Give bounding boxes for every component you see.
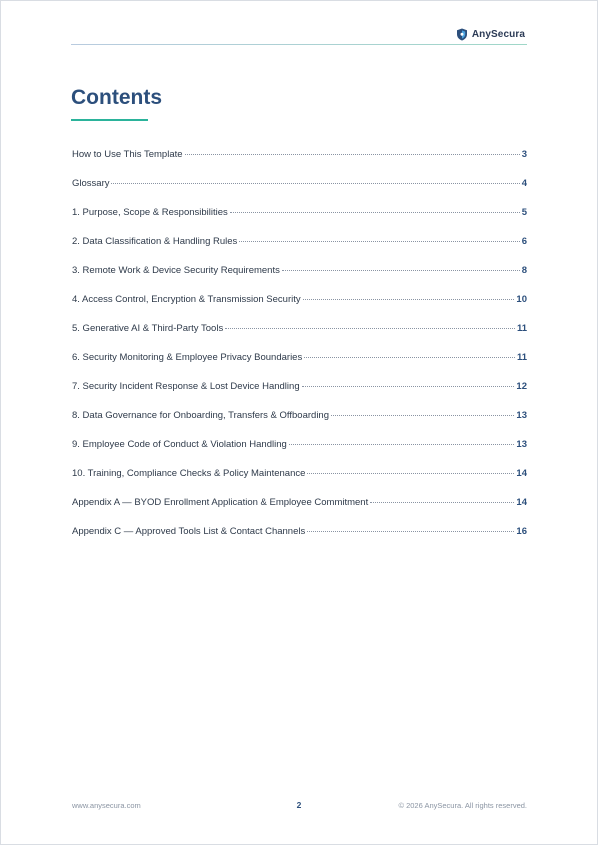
toc-entry-label: How to Use This Template (72, 149, 183, 160)
toc-entry-label: Glossary (72, 178, 110, 189)
toc-entry[interactable] (72, 381, 527, 410)
page-footer (72, 801, 527, 813)
toc-entry-label: Appendix A — BYOD Enrollment Application & Employee Commitment (72, 497, 369, 508)
toc-leader-dots (230, 212, 520, 213)
toc-entry-label: 10. Training, Compliance Checks & Policy Maintenance (72, 468, 306, 479)
toc-entry-page: 11 (516, 352, 527, 363)
toc-leader-dots (304, 357, 515, 358)
toc-entry[interactable] (72, 236, 527, 265)
header-divider (71, 44, 527, 45)
toc-entry[interactable] (72, 526, 527, 555)
toc-entry-label: 3. Remote Work & Device Security Requirements (72, 265, 280, 276)
footer-page-number: 2 (296, 800, 302, 810)
toc-entry-page: 13 (516, 439, 527, 450)
toc-entry-page: 12 (516, 381, 527, 392)
toc-entry-page: 6 (521, 236, 527, 247)
toc-entry-page: 13 (516, 410, 527, 421)
toc-leader-dots (370, 502, 514, 503)
page-title: Contents (71, 86, 162, 109)
toc-entry[interactable] (72, 410, 527, 439)
toc-leader-dots (307, 473, 514, 474)
toc-entry-page: 14 (516, 468, 527, 479)
toc-leader-dots (111, 183, 519, 184)
toc-leader-dots (282, 270, 520, 271)
toc-entry[interactable] (72, 149, 527, 178)
toc-entry-page: 11 (516, 323, 527, 334)
toc-leader-dots (289, 444, 515, 445)
toc-entry-page: 14 (516, 497, 527, 508)
toc-entry[interactable] (72, 439, 527, 468)
toc-entry-page: 5 (521, 207, 527, 218)
toc-entry[interactable] (72, 294, 527, 323)
toc-entry-page: 16 (516, 526, 527, 537)
toc-entry-label: 7. Security Incident Response & Lost Device Handling (72, 381, 300, 392)
toc-entry[interactable] (72, 265, 527, 294)
toc-entry-page: 10 (516, 294, 527, 305)
toc-entry-label: 4. Access Control, Encryption & Transmission Security (72, 294, 301, 305)
toc-entry-page: 4 (521, 178, 527, 189)
toc-leader-dots (225, 328, 515, 329)
toc-leader-dots (303, 299, 515, 300)
title-underline (71, 119, 148, 121)
toc-entry[interactable] (72, 497, 527, 526)
toc-leader-dots (302, 386, 515, 387)
brand-logo (456, 27, 525, 41)
toc-leader-dots (185, 154, 520, 155)
toc-entry-label: 9. Employee Code of Conduct & Violation Handling (72, 439, 287, 450)
toc-entry-page: 3 (521, 149, 527, 160)
toc-entry[interactable] (72, 323, 527, 352)
shield-icon (456, 28, 468, 41)
toc-entry-label: Appendix C — Approved Tools List & Contact Channels (72, 526, 306, 537)
toc-entry-page: 8 (521, 265, 527, 276)
footer-copyright: © 2026 AnySecura. All rights reserved. (398, 801, 527, 810)
toc-leader-dots (239, 241, 519, 242)
toc-entry-label: 5. Generative AI & Third-Party Tools (72, 323, 224, 334)
toc-entry[interactable] (72, 178, 527, 207)
toc-entry[interactable] (72, 207, 527, 236)
table-of-contents (72, 149, 527, 555)
brand-name: AnySecura (471, 28, 525, 40)
toc-entry-label: 2. Data Classification & Handling Rules (72, 236, 238, 247)
toc-leader-dots (307, 531, 514, 532)
toc-leader-dots (331, 415, 514, 416)
toc-entry[interactable] (72, 468, 527, 497)
toc-entry-label: 1. Purpose, Scope & Responsibilities (72, 207, 228, 218)
toc-entry[interactable] (72, 352, 527, 381)
footer-url[interactable]: www.anysecura.com (72, 801, 141, 810)
toc-entry-label: 8. Data Governance for Onboarding, Transfers & Offboarding (72, 410, 329, 421)
toc-entry-label: 6. Security Monitoring & Employee Privacy Boundaries (72, 352, 303, 363)
